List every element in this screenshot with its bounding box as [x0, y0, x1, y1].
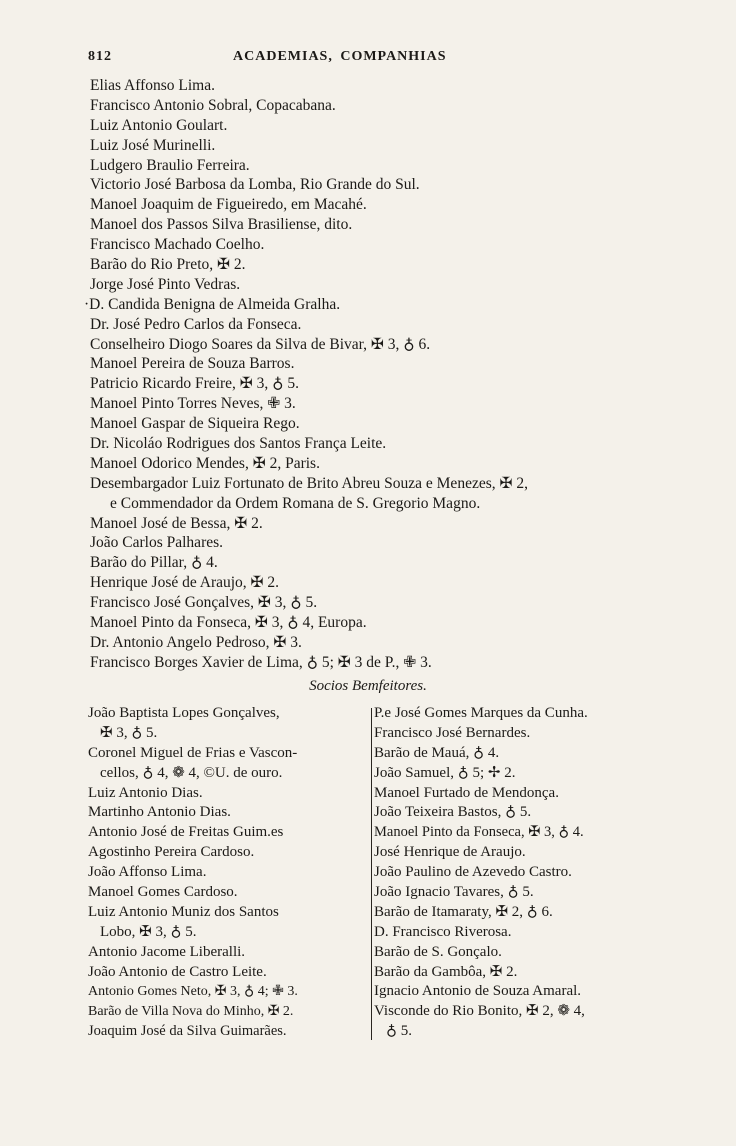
list-item: Luiz Antonio Dias. — [88, 784, 203, 801]
list-item: Francisco Antonio Sobral, Copacabana. — [90, 96, 336, 114]
list-item: Manoel dos Passos Silva Brasiliense, dito. — [90, 216, 353, 234]
list-item: Manoel Pinto da Fonseca, ✠ 3, ♁ 4, Europa. — [90, 614, 367, 632]
list-item-continuation: cellos, ♁ 4, ❁ 4, ©U. de ouro. — [100, 764, 283, 781]
list-item: Antonio José de Freitas Guim.es — [88, 824, 284, 841]
running-title: ACADEMIAS, COMPANHIAS — [233, 49, 447, 64]
list-item: Manoel Odorico Mendes, ✠ 2, Paris. — [90, 454, 320, 472]
list-item: Victorio José Barbosa da Lomba, Rio Grande do Sul. — [90, 176, 420, 194]
list-item: Francisco José Bernardes. — [374, 724, 531, 741]
list-item: Barão do Rio Preto, ✠ 2. — [90, 256, 246, 274]
list-item: José Henrique de Araujo. — [374, 844, 526, 861]
list-item: Manoel Gomes Cardoso. — [88, 884, 238, 901]
page-number: 812 — [88, 49, 112, 64]
list-item: Manoel José de Bessa, ✠ 2. — [90, 514, 263, 532]
list-item: Coronel Miguel de Frias e Vascon- — [88, 744, 298, 761]
list-item: Francisco José Gonçalves, ✠ 3, ♁ 5. — [90, 594, 318, 612]
list-item: Antonio Gomes Neto, ✠ 3, ♁ 4; ✙ 3. — [88, 984, 298, 1000]
list-item: João Baptista Lopes Gonçalves, — [88, 705, 280, 721]
list-item: D. Francisco Riverosa. — [374, 923, 512, 940]
list-item: Francisco Machado Coelho. — [90, 236, 265, 254]
right-column — [374, 704, 664, 1042]
list-item-continuation: ✠ 3, ♁ 5. — [100, 724, 158, 741]
page-header — [88, 49, 648, 71]
section-subheading: Socios Bemfeitores. — [309, 678, 427, 694]
list-item: Barão do Pillar, ♁ 4. — [90, 554, 218, 572]
members-list — [84, 76, 690, 673]
list-item: Luiz Antonio Muniz dos Santos — [88, 903, 279, 920]
list-item: Luiz Antonio Goulart. — [90, 116, 228, 134]
list-item: João Ignacio Tavares, ♁ 5. — [374, 884, 534, 901]
list-item: Barão de S. Gonçalo. — [374, 943, 502, 960]
list-item: Conselheiro Diogo Soares da Silva de Bivar, ✠ 3, ♁ 6. — [90, 335, 431, 353]
list-item: Visconde do Rio Bonito, ✠ 2, ❁ 4, — [374, 1003, 585, 1020]
list-item: Agostinho Pereira Cardoso. — [88, 844, 255, 861]
list-item-continuation: Lobo, ✠ 3, ♁ 5. — [100, 923, 197, 940]
list-item: Desembargador Luiz Fortunato de Brito Abreu Souza e Menezes, ✠ 2, — [90, 474, 528, 492]
list-item: João Paulino de Azevedo Castro. — [374, 864, 572, 881]
list-item: Manoel Pinto da Fonseca, ✠ 3, ♁ 4. — [374, 824, 584, 841]
list-item: Manoel Gaspar de Siqueira Rego. — [90, 415, 300, 433]
list-item: Luiz José Murinelli. — [90, 136, 216, 154]
list-item: Manoel Furtado de Mendonça. — [374, 784, 559, 801]
list-item: Dr. José Pedro Carlos da Fonseca. — [90, 315, 302, 333]
list-item: Elias Affonso Lima. — [90, 77, 215, 94]
list-item: João Carlos Palhares. — [90, 534, 224, 552]
list-item: Manoel Pinto Torres Neves, ✙ 3. — [90, 395, 296, 413]
list-item: P.e José Gomes Marques da Cunha. — [374, 705, 588, 721]
column-divider — [371, 708, 372, 1040]
list-item: Dr. Nicoláo Rodrigues dos Santos França Leite. — [90, 435, 387, 453]
list-item: Barão da Gambôa, ✠ 2. — [374, 963, 518, 980]
list-item: Henrique José de Araujo, ✠ 2. — [90, 574, 280, 592]
list-item: Joaquim José da Silva Guimarães. — [88, 1023, 287, 1040]
list-item: João Antonio de Castro Leite. — [88, 963, 267, 980]
list-item: Antonio Jacome Liberalli. — [88, 943, 246, 960]
list-item: Manoel Joaquim de Figueiredo, em Macahé. — [90, 196, 367, 214]
list-item: Ignacio Antonio de Souza Amaral. — [374, 983, 582, 1000]
list-item: Ludgero Braulio Ferreira. — [90, 156, 250, 174]
list-item: Francisco Borges Xavier de Lima, ♁ 5; ✠ 3 de P., ✙ 3. — [90, 653, 432, 671]
list-item-continuation: ♁ 5. — [386, 1023, 412, 1040]
list-item: Dr. Antonio Angelo Pedroso, ✠ 3. — [90, 633, 302, 651]
list-item: Jorge José Pinto Vedras. — [90, 275, 241, 293]
list-item: João Samuel, ♁ 5; ✢ 2. — [374, 764, 516, 781]
list-item: Martinho Antonio Dias. — [88, 804, 231, 821]
list-item-continuation: e Commendador da Ordem Romana de S. Gregorio Magno. — [110, 494, 481, 512]
list-item: ·D. Candida Benigna de Almeida Gralha. — [84, 295, 341, 313]
list-item: Barão de Itamaraty, ✠ 2, ♁ 6. — [374, 903, 553, 920]
list-item: Manoel Pereira de Souza Barros. — [90, 355, 295, 373]
list-item: João Affonso Lima. — [88, 864, 207, 881]
left-column — [88, 704, 372, 1042]
list-item: Barão de Villa Nova do Minho, ✠ 2. — [88, 1004, 294, 1020]
list-item: João Teixeira Bastos, ♁ 5. — [374, 804, 532, 821]
list-item: Patricio Ricardo Freire, ✠ 3, ♁ 5. — [90, 375, 299, 393]
list-item: Barão de Mauá, ♁ 4. — [374, 744, 500, 761]
